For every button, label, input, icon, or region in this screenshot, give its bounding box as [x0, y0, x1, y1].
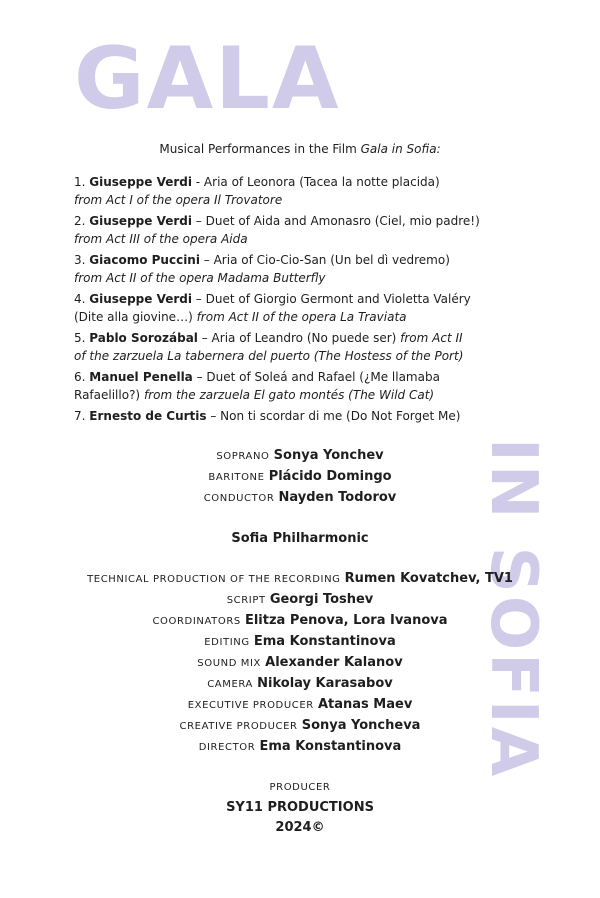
work-source: from Act II of the opera Madama Butterfly: [74, 271, 326, 285]
work-source: from the zarzuela El gato montés (The Wild Cat): [143, 388, 435, 402]
performance-item: [74, 251, 544, 287]
credit-name: Georgi Toshev: [269, 592, 374, 607]
item-number: 1.: [74, 175, 86, 189]
performance-item: [74, 329, 544, 365]
work-title-cont: Rafaelillo?): [74, 388, 144, 402]
heading-film-title: Gala in Sofia:: [360, 142, 441, 156]
title-in-sofia: IN SOFIA: [476, 438, 550, 780]
work-title: – Non ti scordar di me (Do Not Forget Me): [206, 409, 461, 423]
work-source: of the zarzuela La tabernera del puerto (The Hostess of the Port): [74, 349, 464, 363]
performance-item: [74, 173, 544, 209]
crew-script: [0, 590, 600, 611]
performance-item: [74, 368, 544, 404]
credit-role: SOPRANO: [216, 451, 270, 462]
orchestra: Sofia Philharmonic: [231, 531, 369, 546]
item-number: 3.: [74, 253, 86, 267]
composer: Manuel Penella: [89, 370, 193, 384]
item-number: 5.: [74, 331, 86, 345]
credit-role: SOUND MIX: [197, 658, 262, 669]
item-number: 7.: [74, 409, 86, 423]
cast-conductor: [0, 488, 600, 509]
credit-name: Plácido Domingo: [268, 469, 392, 484]
performance-item: [74, 212, 544, 248]
credit-name: Nayden Todorov: [278, 490, 397, 505]
credit-name: Nikolay Karasabov: [257, 676, 393, 691]
crew-sound-mix: [0, 653, 600, 674]
work-title-cont: (Dite alla giovine…): [74, 310, 197, 324]
work-title: – Duet of Aida and Amonasro (Ciel, mio padre!): [191, 214, 480, 228]
producer-label: PRODUCER: [269, 782, 331, 793]
performance-item: [74, 290, 544, 326]
credits: [0, 446, 600, 838]
cast-soprano: [0, 446, 600, 467]
composer: Ernesto de Curtis: [89, 409, 207, 423]
credit-name: Ema Konstantinova: [253, 634, 396, 649]
crew-camera: [0, 674, 600, 695]
credit-role: COORDINATORS: [152, 616, 241, 627]
crew-coordinators: [0, 611, 600, 632]
work-source-start: from Act II: [400, 331, 463, 345]
crew-director: [0, 737, 600, 758]
cast-baritone: [0, 467, 600, 488]
credit-name: Sonya Yoncheva: [301, 718, 421, 733]
copyright-year: 2024©: [275, 820, 325, 835]
composer: Giuseppe Verdi: [89, 292, 192, 306]
crew-executive-producer: [0, 695, 600, 716]
crew-technical: [0, 569, 600, 590]
crew-editing: [0, 632, 600, 653]
credit-role: CAMERA: [207, 679, 253, 690]
credit-role: DIRECTOR: [198, 742, 256, 753]
work-source: from Act III of the opera Aida: [74, 232, 248, 246]
credit-role: EXECUTIVE PRODUCER: [187, 700, 314, 711]
work-title: – Duet of Giorgio Germont and Violetta Valéry: [191, 292, 471, 306]
credit-role: TECHNICAL PRODUCTION OF THE RECORDING: [87, 574, 341, 585]
heading-prefix: Musical Performances in the Film: [159, 142, 361, 156]
composer: Giacomo Puccini: [89, 253, 200, 267]
work-title: – Duet of Soleá and Rafael (¿Me llamaba: [192, 370, 440, 384]
work-source: from Act II of the opera La Traviata: [196, 310, 407, 324]
credit-role: CREATIVE PRODUCER: [179, 721, 298, 732]
producer-name: SY11 PRODUCTIONS: [226, 800, 374, 815]
performances-heading: [0, 142, 600, 156]
performance-list: [74, 173, 544, 428]
credit-name: Ema Konstantinova: [259, 739, 402, 754]
credit-name: Atanas Maev: [317, 697, 413, 712]
title-gala: GALA: [74, 29, 341, 129]
credit-name: Alexander Kalanov: [265, 655, 403, 670]
work-title: – Aria of Leandro (No puede ser): [197, 331, 401, 345]
credit-role: CONDUCTOR: [203, 493, 275, 504]
item-number: 4.: [74, 292, 86, 306]
credit-role: SCRIPT: [226, 595, 266, 606]
credit-name: Elitza Penova, Lora Ivanova: [244, 613, 448, 628]
credit-name: Rumen Kovatchev, TV1: [344, 571, 513, 586]
composer: Giuseppe Verdi: [89, 214, 192, 228]
work-title: - Aria of Leonora (Tacea la notte placida): [191, 175, 440, 189]
crew-creative-producer: [0, 716, 600, 737]
work-source: from Act I of the opera Il Trovatore: [74, 193, 283, 207]
composer: Giuseppe Verdi: [89, 175, 192, 189]
credit-name: Sonya Yonchev: [273, 448, 384, 463]
composer: Pablo Sorozábal: [89, 331, 198, 345]
performance-item: [74, 407, 544, 425]
credit-role: EDITING: [204, 637, 250, 648]
item-number: 2.: [74, 214, 86, 228]
item-number: 6.: [74, 370, 86, 384]
work-title: – Aria of Cio-Cio-San (Un bel dì vedremo): [199, 253, 450, 267]
credit-role: BARITONE: [208, 472, 265, 483]
